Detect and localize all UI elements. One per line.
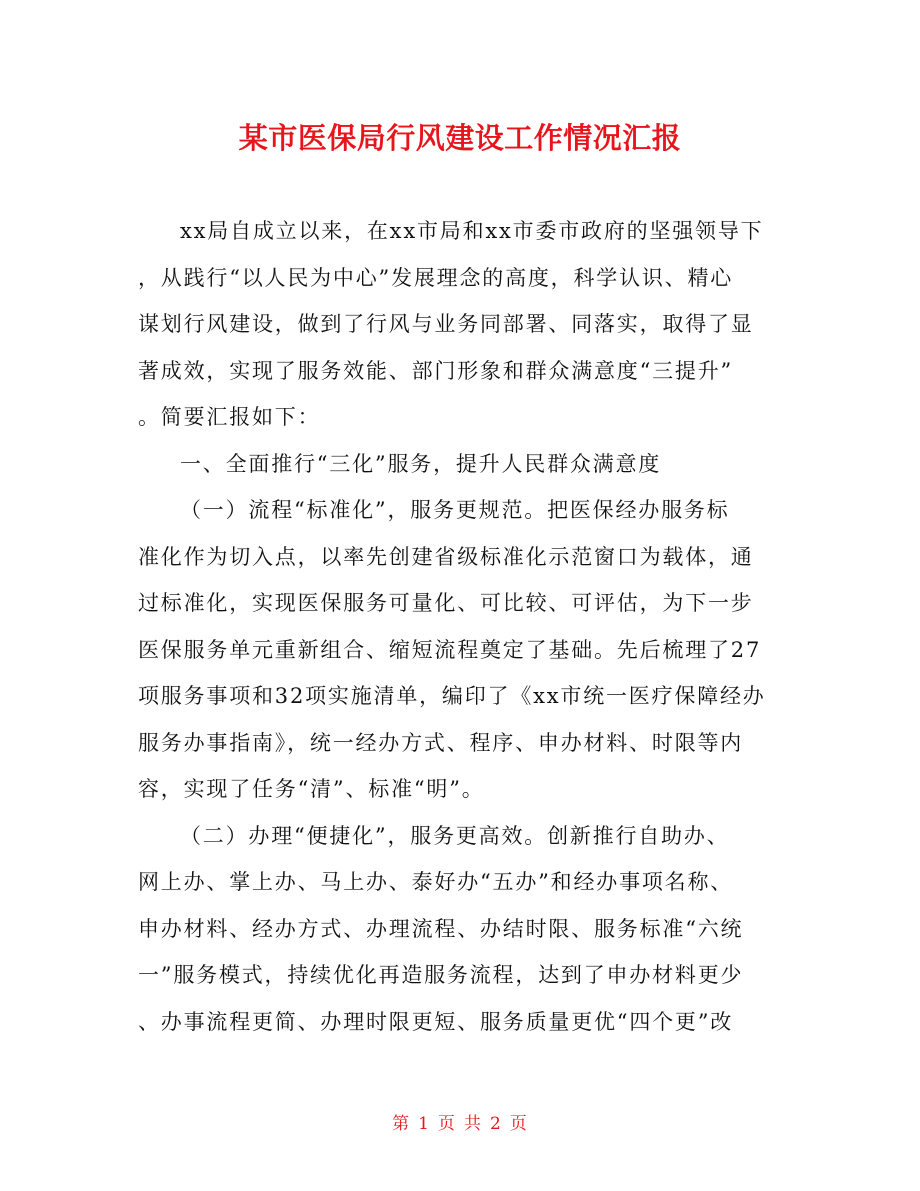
paragraph-line: 。简要汇报如下： — [138, 405, 321, 429]
paragraph-line: 过标准化，实现医保服务可量化、可比较、可评估，为下一步 — [138, 591, 754, 615]
paragraph-line: 申办材料、经办方式、办理流程、办结时限、服务标准“六统 — [138, 916, 744, 941]
document-body — [138, 208, 790, 1045]
section-heading: 一、全面推行“三化”服务，提升人民群众满意度 — [180, 451, 662, 476]
paragraph-line: 容，实现了任务“清”、标准“明”。 — [138, 777, 485, 801]
paragraph-line: 医保服务单元重新组合、缩短流程奠定了基础。先后梳理了27 — [138, 637, 762, 662]
footer-prefix: 第 — [392, 1114, 411, 1134]
paragraph-line: 服务办事指南》，统一经办方式、程序、申办材料、时限等内 — [138, 730, 744, 755]
footer-total-unit: 页 — [509, 1114, 528, 1134]
paragraph-line: 项服务事项和32项实施清单，编印了《xx市统一医疗保障经办 — [138, 684, 766, 708]
document-title: 某市医保局行风建设工作情况汇报 — [238, 121, 682, 155]
footer-total-pages: 2 — [490, 1114, 502, 1134]
paragraph-line: 网上办、掌上办、马上办、泰好办“五办”和经办事项名称、 — [138, 870, 734, 894]
paragraph-line: ，从践行“以人民为中心”发展理念的高度，科学认识、精心 — [138, 265, 734, 290]
paragraph-line: （一）流程“标准化”，服务更规范。把医保经办服务标 — [180, 498, 730, 522]
paragraph-line: 、办事流程更简、办理时限更短、服务质量更优“四个更”改 — [138, 1009, 734, 1034]
paragraph-line: 一”服务模式，持续优化再造服务流程，达到了申办材料更少 — [138, 963, 744, 987]
paragraph-line: 著成效，实现了服务效能、部门形象和群众满意度“三提升” — [138, 358, 734, 383]
page-footer — [0, 1112, 920, 1136]
paragraph-line: 谋划行风建设，做到了行风与业务同部署、同落实，取得了显 — [138, 312, 754, 336]
paragraph-line: xx局自成立以来，在xx市局和xx市委市政府的坚强领导下 — [180, 219, 764, 243]
paragraph-line: （二）办理“便捷化”，服务更高效。创新推行自助办、 — [180, 823, 730, 848]
footer-total-prefix: 共 — [464, 1114, 482, 1134]
footer-page-unit: 页 — [438, 1114, 456, 1134]
footer-current-page: 1 — [418, 1114, 430, 1134]
paragraph-line: 准化作为切入点，以率先创建省级标准化示范窗口为载体，通 — [138, 544, 754, 569]
